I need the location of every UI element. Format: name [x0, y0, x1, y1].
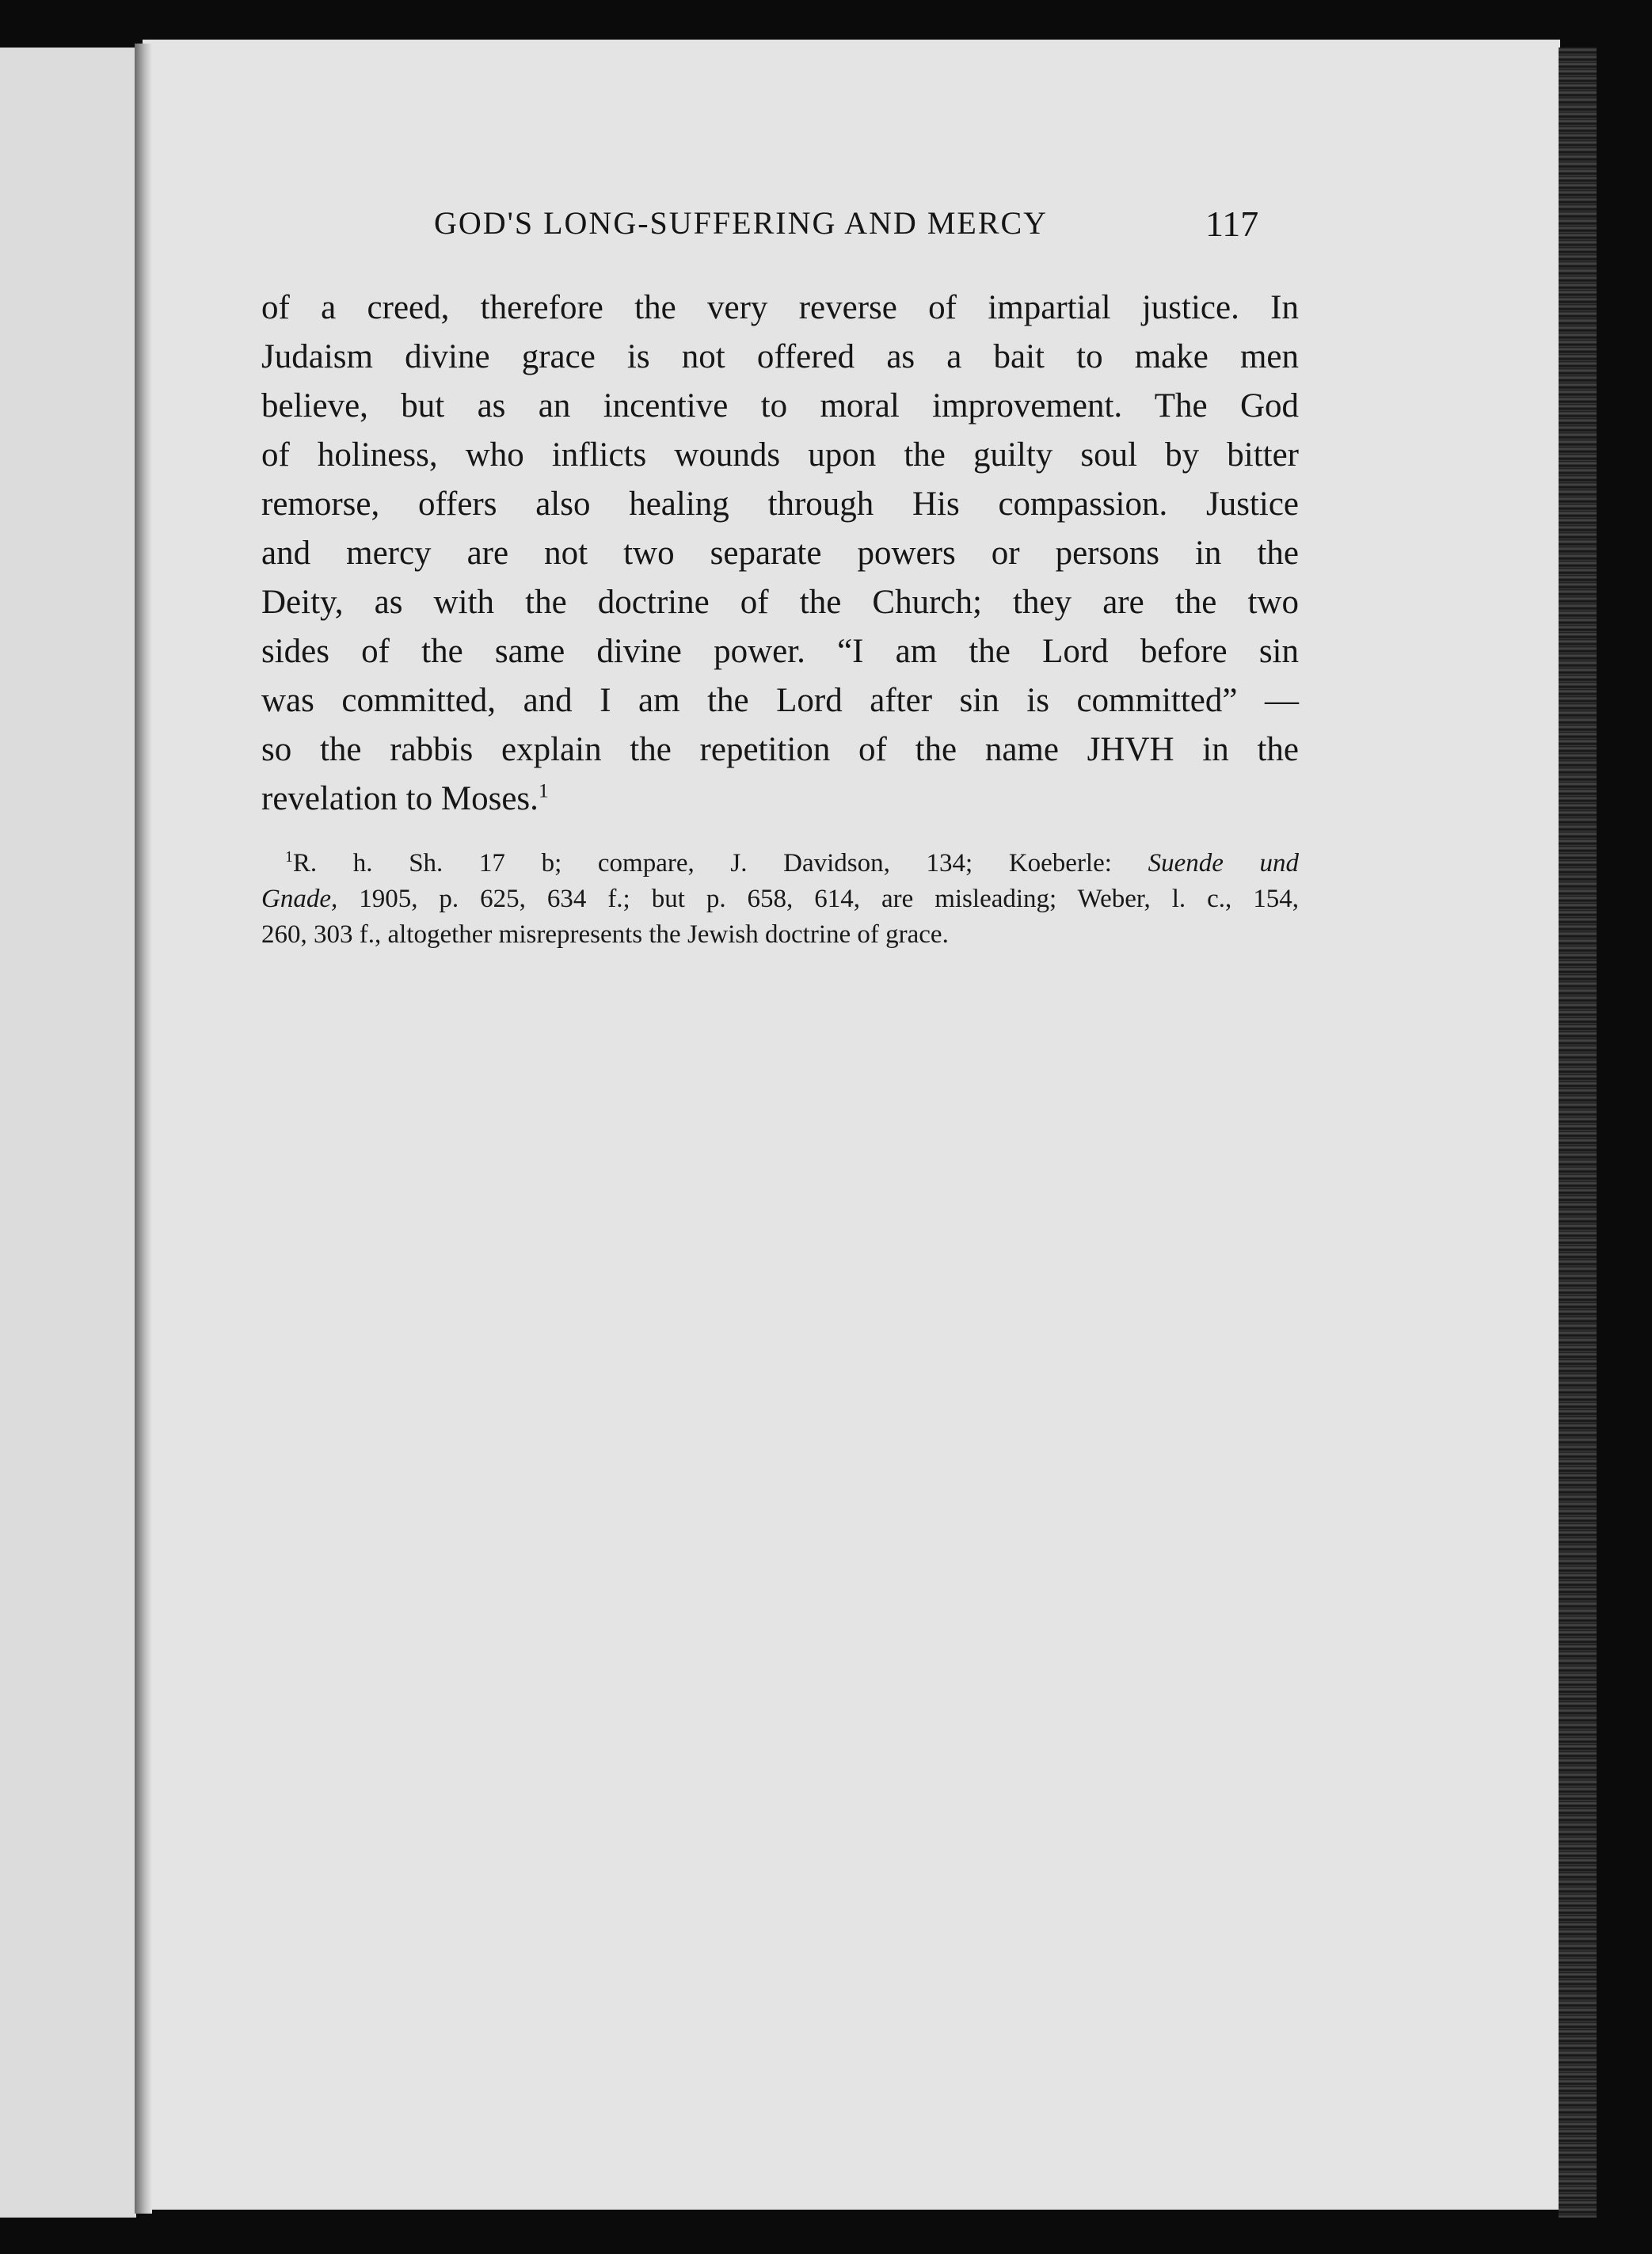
- body-line-text: revelation to Moses.: [261, 780, 539, 817]
- footnote-line: [261, 881, 1299, 917]
- footnote-text: 1905, p. 625, 634 f.; but p. 658, 614, are misleading; Weber, l. c., 154,: [359, 885, 1299, 913]
- footnote-line: 260, 303 f., altogether misrepresents the Jewish doctrine of grace.: [261, 920, 949, 949]
- running-head: GOD'S LONG-SUFFERING AND MERCY: [434, 205, 1049, 241]
- body-line: was committed, and I am the Lord after sin is committed” —: [261, 682, 1299, 719]
- body-line: believe, but as an incentive to moral improvement. The God: [261, 387, 1299, 425]
- footnote-title-italic: Gnade,: [261, 885, 338, 913]
- page-number: 117: [1205, 204, 1259, 244]
- footnote-marker: 1: [285, 848, 293, 866]
- footnote-line: [261, 846, 1299, 881]
- body-line: Judaism divine grace is not offered as a bait to make men: [261, 338, 1299, 375]
- body-line: of holiness, who inflicts wounds upon the guilty soul by bitter: [261, 436, 1299, 474]
- footnote-text: R. h. Sh. 17 b; compare, J. Davidson, 134; Koeberle:: [292, 849, 1112, 878]
- body-line-last: [261, 775, 1299, 824]
- footnote: [261, 846, 1299, 953]
- body-line: and mercy are not two separate powers or persons in the: [261, 535, 1299, 572]
- footnote-title-italic: Suende und: [1148, 849, 1300, 878]
- body-paragraph: [261, 284, 1299, 824]
- body-line: remorse, offers also healing through His compassion. Justice: [261, 485, 1299, 523]
- body-line: of a creed, therefore the very reverse of impartial justice. In: [261, 289, 1299, 326]
- page-gutter-shadow: [135, 44, 152, 2214]
- facing-page-edge: [0, 48, 136, 2218]
- book-edge: [1559, 48, 1597, 2218]
- body-line: so the rabbis explain the repetition of the name JHVH in the: [261, 731, 1299, 768]
- body-line: sides of the same divine power. “I am the Lord before sin: [261, 633, 1299, 670]
- footnote-reference: 1: [538, 779, 549, 802]
- body-line: Deity, as with the doctrine of the Church; they are the two: [261, 584, 1299, 621]
